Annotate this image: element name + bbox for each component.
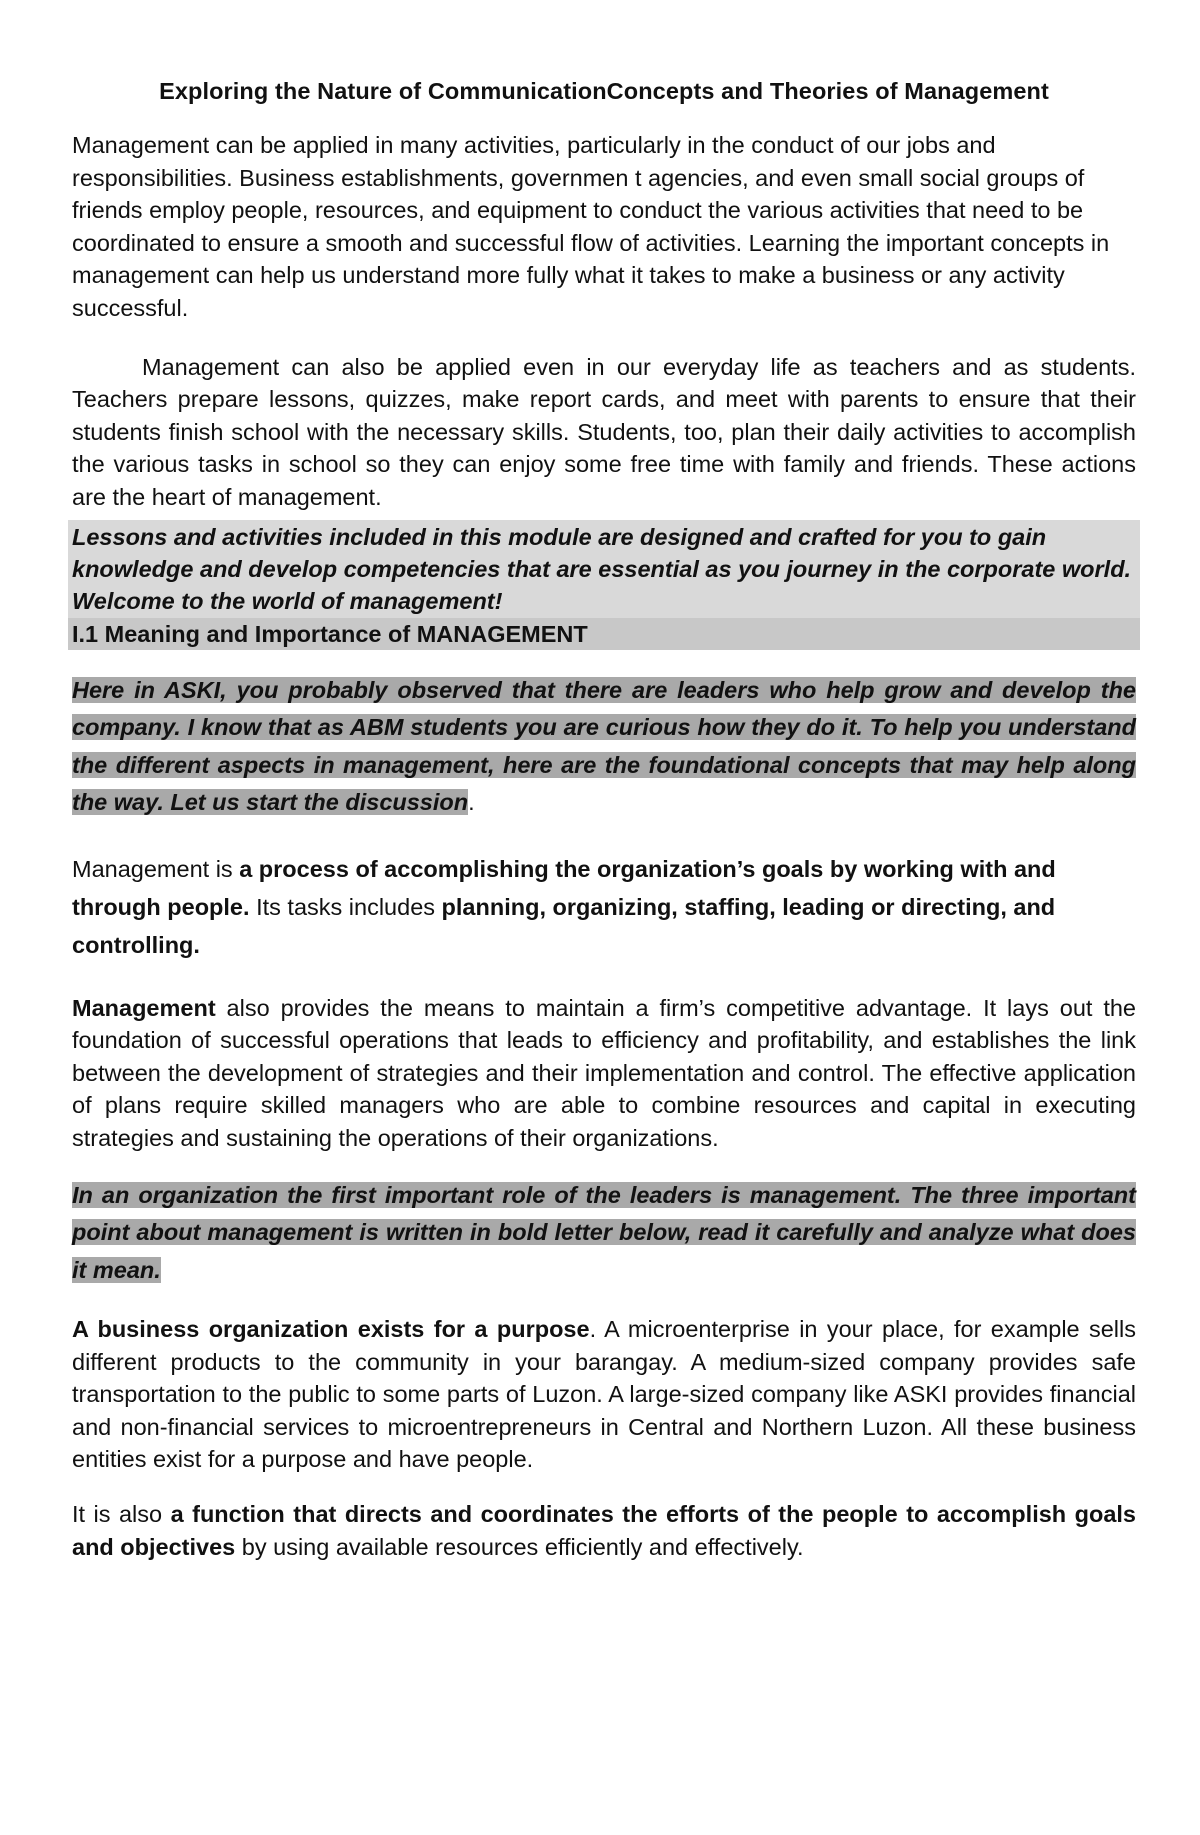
definition-bold-tasks: planning, organizing, staffing, leading or directing, and controlling. (72, 893, 1056, 958)
purpose-paragraph (72, 1313, 1136, 1476)
intro-paragraph: Management can be applied in many activities, particularly in the conduct of our jobs and responsibilities. Business establishments, governmen t agencies, and even small social groups of friends employ people, resources, and equipment to conduct the various activities that need to be coordinated to ensure a smooth and successful flow of activities. Learning the important concepts in management can help us understand more fully what it takes to make a business or any activity successful. (72, 132, 1110, 321)
advantage-paragraph (72, 992, 1136, 1155)
function-lead: It is also (72, 1500, 171, 1527)
aski-note-end: . (468, 789, 475, 816)
aski-note-highlight: Here in ASKI, you probably observed that there are leaders who help grow and develop the company. I know that as ABM students you are curious how they do it. To help you understand the different aspects in management, here are the foundational concepts that may help along the way. Let us start the discussion (72, 676, 1136, 816)
everyday-paragraph: Management can also be applied even in our everyday life as teachers and as students. Teachers prepare lessons, quizzes, make report cards, and meet with parents to ensure that their students finish school with the necessary skills. Students, too, plan their daily activities to accomplish the various tasks in school so they can enjoy some free time with family and friends. These actions are the heart of management. (72, 353, 1136, 510)
section-heading: I.1 Meaning and Importance of MANAGEMENT (68, 618, 1140, 650)
advantage-text: also provides the means to maintain a firm’s competitive advantage. It lays out the foundation of successful operations that leads to efficiency and profitability, and establishes the link between the development of strategies and their implementation and control. The effective application of plans require skilled managers who are able to combine resources and capital in executing strategies and sustaining the operations of their organizations. (72, 994, 1136, 1151)
module-note-text: Lessons and activities included in this module are designed and crafted for you to gain knowledge and develop competencies that are essential as you journey in the corporate world. Welcome to the world of management! (72, 523, 1132, 614)
leaders-note (72, 1177, 1136, 1290)
management-definition (72, 850, 1136, 964)
function-bold: a function that directs and coordinates the efforts of the people to accomplish goals and objectives (72, 1500, 1136, 1560)
definition-lead: Management is (72, 855, 240, 882)
definition-middle: Its tasks includes (249, 893, 442, 920)
document-page (72, 60, 1136, 1563)
module-note-box (68, 520, 1140, 618)
function-text: by using available resources efficiently and effectively. (235, 1533, 804, 1560)
purpose-bold: A business organization exists for a purpose (72, 1316, 590, 1342)
purpose-text: . A microenterprise in your place, for example sells different products to the community in your barangay. A medium-sized company provides safe transportation to the public to some parts of Luzon. A large-sized company like ASKI provides financial and non-financial services to microentrepreneurs in Central and Northern Luzon. All these business entities exist for a purpose and have people. (72, 1316, 1136, 1473)
definition-bold-process: a process of accomplishing the organization’s goals by working with and through people. (72, 855, 1056, 920)
leaders-note-highlight: In an organization the first important role of the leaders is management. The three important point about management is written in bold letter below, read it carefully and analyze what does it mean. (72, 1181, 1136, 1283)
function-paragraph (72, 1498, 1136, 1563)
aski-note (72, 672, 1136, 822)
document-title: Exploring the Nature of CommunicationConcepts and Theories of Management (159, 78, 1049, 104)
advantage-bold: Management (72, 994, 216, 1021)
